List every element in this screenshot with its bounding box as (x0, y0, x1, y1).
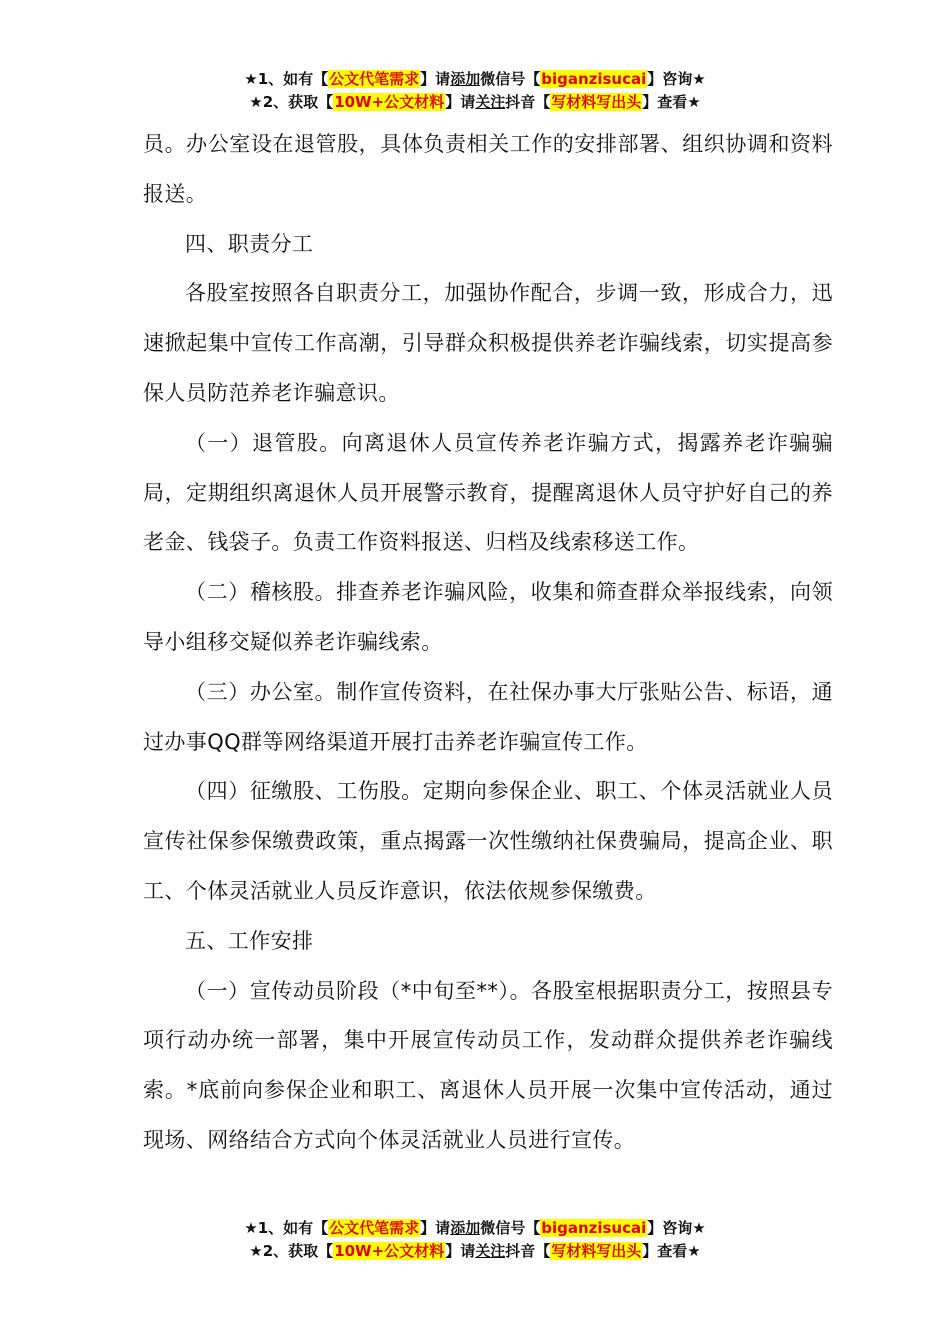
paragraph: （四）征缴股、工伤股。定期向参保企业、职工、个体灵活就业人员宣传社保参保缴费政策，重点揭露一次性缴纳社保费骗局，提高企业、职工、个体灵活就业人员反诈意识，依法依规参保缴费。 (143, 779, 833, 903)
banner-highlight: 写材料写出头 (551, 1242, 642, 1260)
banner-text: ★1、如有【 (244, 1219, 329, 1237)
banner-highlight: 公文代笔需求 (329, 1219, 420, 1237)
banner-emphasis: 添加 (450, 1219, 481, 1237)
banner-text: 微信号【 (480, 1219, 541, 1237)
banner-text: 】请 (420, 70, 451, 88)
paragraph: 各股室按照各自职责分工，加强协作配合，步调一致，形成合力，迅速掀起集中宣传工作高潮，引导群众积极提供养老诈骗线索，切实提高参保人员防范养老诈骗意识。 (143, 281, 833, 405)
banner-highlight: 写材料写出头 (551, 93, 642, 111)
banner-highlight: 10W+公文材料 (334, 93, 445, 111)
banner-text: 】请 (445, 93, 476, 111)
banner-emphasis: 添加 (450, 70, 481, 88)
banner-text: ★1、如有【 (244, 70, 329, 88)
section-heading: 五、工作安排 (185, 928, 314, 953)
banner-text: 】咨询★ (647, 1219, 706, 1237)
banner-text: ★2、获取【 (249, 93, 334, 111)
header-banner (0, 68, 950, 114)
banner-line-2 (0, 1240, 950, 1263)
banner-text: 微信号【 (480, 70, 541, 88)
banner-highlight: biganzisucai (541, 1219, 647, 1237)
banner-text: 抖音【 (505, 1242, 551, 1260)
banner-text: 】请 (445, 1242, 476, 1260)
banner-text: 】请 (420, 1219, 451, 1237)
banner-text: 抖音【 (505, 93, 551, 111)
banner-line-2 (0, 91, 950, 114)
banner-emphasis: 关注 (475, 1242, 506, 1260)
paragraph: （一）退管股。向离退休人员宣传养老诈骗方式，揭露养老诈骗骗局，定期组织离退休人员开展警示教育，提醒离退休人员守护好自己的养老金、钱袋子。负责工作资料报送、归档及线索移送工作。 (143, 430, 833, 555)
banner-highlight: biganzisucai (541, 70, 647, 88)
paragraph: （三）办公室。制作宣传资料，在社保办事大厅张贴公告、标语，通过办事QQ群等网络渠道开展打击养老诈骗宣传工作。 (143, 679, 833, 754)
banner-text: ★2、获取【 (249, 1242, 334, 1260)
banner-text: 】查看★ (642, 1242, 701, 1260)
banner-highlight: 公文代笔需求 (329, 70, 420, 88)
banner-line-1 (0, 1217, 950, 1240)
paragraph: （一）宣传动员阶段（*中旬至**）。各股室根据职责分工，按照县专项行动办统一部署，集中开展宣传动员工作，发动群众提供养老诈骗线索。*底前向参保企业和职工、离退休人员开展一次集中宣传活动，通过现场、网络结合方式向个体灵活就业人员进行宣传。 (143, 978, 833, 1152)
banner-line-1 (0, 68, 950, 91)
banner-highlight: 10W+公文材料 (334, 1242, 445, 1260)
footer-banner (0, 1217, 950, 1263)
section-heading: 四、职责分工 (185, 231, 314, 256)
banner-emphasis: 关注 (475, 93, 506, 111)
paragraph: （二）稽核股。排查养老诈骗风险，收集和筛查群众举报线索，向领导小组移交疑似养老诈骗线索。 (143, 580, 833, 654)
paragraph: 员。办公室设在退管股，具体负责相关工作的安排部署、组织协调和资料报送。 (143, 132, 833, 206)
document-body (143, 120, 833, 1166)
banner-text: 】查看★ (642, 93, 701, 111)
banner-text: 】咨询★ (647, 70, 706, 88)
